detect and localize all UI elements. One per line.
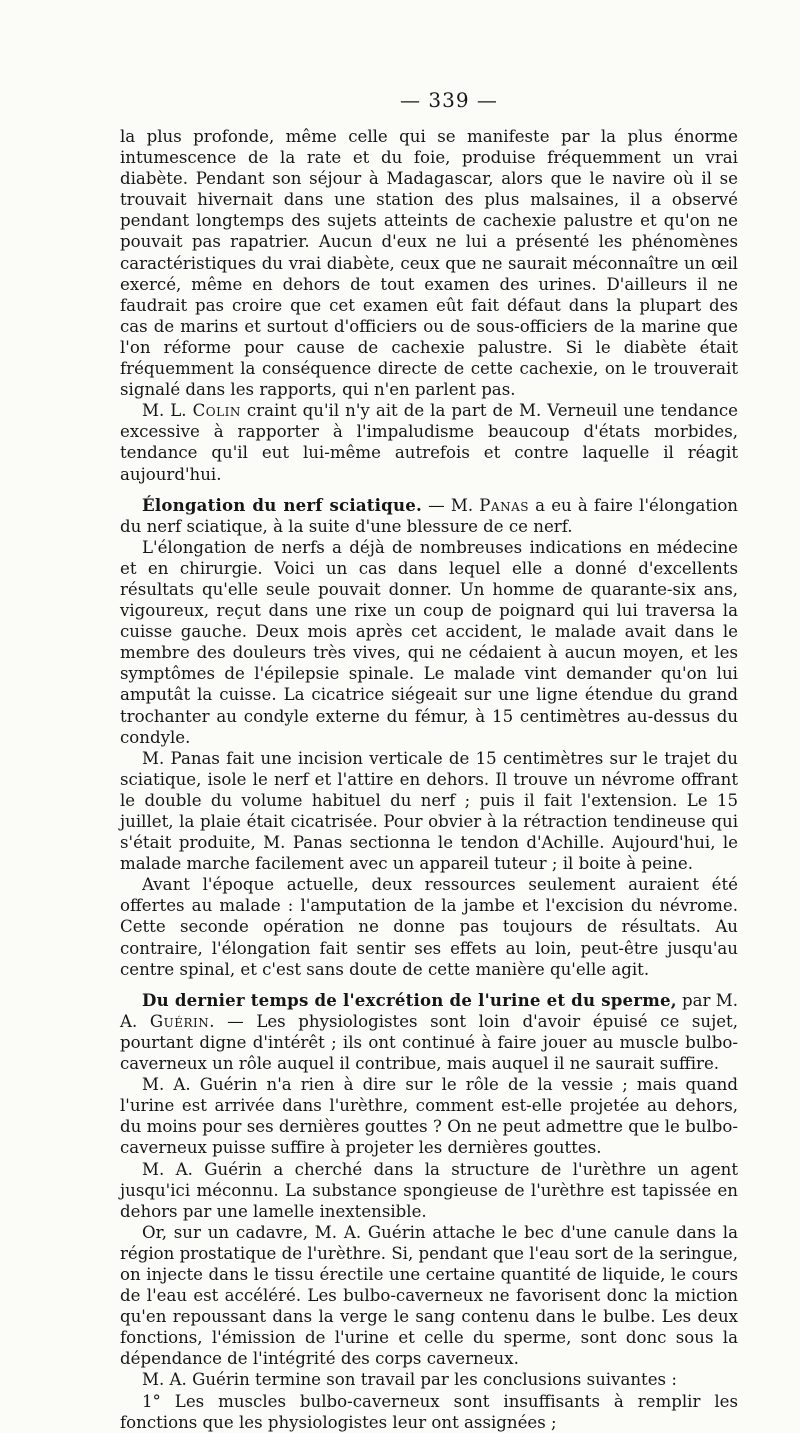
- paragraph-text: — M.: [421, 495, 480, 515]
- paragraph: [120, 1222, 738, 1370]
- paragraph: [120, 537, 738, 748]
- page-number: — 339 —: [400, 88, 498, 112]
- paragraph: [120, 1074, 738, 1158]
- section-heading: Élongation du nerf sciatique.: [142, 494, 422, 515]
- paragraph-text: L'élongation de nerfs a déjà de nombreuses indications en médecine et en chirurgie. Voici un cas dans lequel elle a donné d'excellents résultats qu'elle seule pouvait donner. Un homme de quarante-six ans, vigoureux, reçut dans une rixe un coup de poignard qui lui traversa la cuisse gauche. Deux mois après cet accident, le malade avait dans le membre des douleurs très vives, qui ne cédaient à aucun moyen, et les symptômes de l'épilepsie spinale. Le malade vint demander qu'on lui amputât la cuisse. La cicatrice siégeait sur une ligne étendue du grand trochanter au condyle externe du fémur, à 15 centimètres au-dessus du condyle.: [120, 537, 738, 747]
- paragraph-text: M. A. Guérin a cherché dans la structure de l'urèthre un agent jusqu'ici méconnu. La substance spongieuse de l'urèthre est tapissée en dehors par une lamelle inextensible.: [120, 1159, 738, 1221]
- section-paragraph: [120, 495, 738, 537]
- paragraph-text: Or, sur un cadavre, M. A. Guérin attache le bec d'une canule dans la région prostatique de l'urèthre. Si, pendant que l'eau sort de la seringue, on injecte dans le tissu érectile une certaine quantité de liquide, le cours de l'eau est accéléré. Les bulbo-caverneux ne favorisent donc la miction qu'en repoussant dans la verge le sang contenu dans le bulbe. Les deux fonctions, l'émission de l'urine et celle du sperme, sont donc sous la dépendance de l'intégrité des corps caverneux.: [120, 1222, 739, 1369]
- author-name: Colin: [192, 401, 241, 421]
- paragraph: [120, 874, 738, 979]
- paragraph-text: craint qu'il n'y ait de la part de M. Verneuil une tendance excessive à rapporter à l'impaludisme beaucoup d'états morbides, tendance qu'il eut lui-même autrefois et contre laquelle il réagit aujourd'hui.: [120, 401, 739, 484]
- paragraph-text: 1° Les muscles bulbo-caverneux sont insuffisants à remplir les fonctions que les physiologistes leur ont assignées ;: [120, 1391, 738, 1432]
- author-name: Panas: [479, 495, 529, 515]
- paragraph-text: . — Les physiologistes sont loin d'avoir épuisé ce sujet, pourtant digne d'intérêt ; ils ont continué à faire jouer au muscle bulbo-caverneux un rôle auquel il contribue, mais auquel il ne saurait suffire.: [120, 1011, 738, 1074]
- paragraph-text: la plus profonde, même celle qui se manifeste par la plus énorme intumescence de la rate et du foie, produise fréquemment un vrai diabète. Pendant son séjour à Madagascar, alors que le navire où il se trouvait hivernait dans une station des plus malsaines, il a observé pendant longtemps des sujets atteints de cachexie palustre et qu'on ne pouvait pas rapatrier. Aucun d'eux ne lui a présenté les phénomènes caractéristiques du vrai diabète, ceux que ne saurait méconnaître un œil exercé, même en dehors de tout examen des urines. D'ailleurs il ne faudrait pas croire que cet examen eût fait défaut dans la plupart des cas de marins et surtout d'officiers ou de sous-officiers de la marine que l'on réforme pour cause de cachexie palustre. Si le diabète était fréquemment la conséquence directe de cette cachexie, on le trouverait signalé dans les rapports, qui n'en parlent pas.: [120, 127, 738, 400]
- paragraph: [120, 748, 738, 875]
- paragraph-text: M. L.: [142, 401, 193, 421]
- paragraph: [120, 1369, 738, 1390]
- paragraph: [120, 1391, 738, 1433]
- paragraph-text: M. A. Guérin termine son travail par les conclusions suivantes :: [142, 1370, 677, 1390]
- section-paragraph: [120, 990, 738, 1074]
- paragraph-text: Avant l'époque actuelle, deux ressources seulement auraient été offertes au malade : l'amputation de la jambe et l'excision du névrome. Cette seconde opération ne donne pas toujours de résultats. Au contraire, l'élongation fait sentir ses effets au loin, peut-être jusqu'au centre spinal, et c'est sans doute de cette manière qu'elle agit.: [120, 875, 738, 979]
- paragraph-text: M. Panas fait une incision verticale de 15 centimètres sur le trajet du sciatique, isole le nerf et l'attire en dehors. Il trouve un névrome offrant le double du volume habituel du nerf ; puis il fait l'extension. Le 15 juillet, la plaie était cicatrisée. Pour obvier à la rétraction tendineuse qui s'était produite, M. Panas sectionna le tendon d'Achille. Aujourd'hui, le malade marche facilement avec un appareil tuteur ; il boite à peine.: [120, 748, 738, 874]
- paragraph: [120, 400, 738, 484]
- paragraph: [120, 1159, 738, 1222]
- paragraph-text: par M. A.: [120, 990, 739, 1031]
- page-body-text: [120, 126, 738, 1433]
- section-heading: Du dernier temps de l'excrétion de l'urine et du sperme,: [142, 989, 677, 1010]
- author-name: Guérin: [149, 1011, 210, 1031]
- paragraph-text: M. A. Guérin n'a rien à dire sur le rôle de la vessie ; mais quand l'urine est arrivée dans l'urèthre, comment est-elle projetée au dehors, du moins pour ses dernières gouttes ? On ne peut admettre que le bulbo-caverneux puisse suffire à projeter les dernières gouttes.: [120, 1075, 738, 1158]
- paragraph-text: a eu à faire l'élongation du nerf sciatique, à la suite d'une blessure de ce nerf.: [120, 495, 738, 536]
- paragraph: [120, 126, 738, 400]
